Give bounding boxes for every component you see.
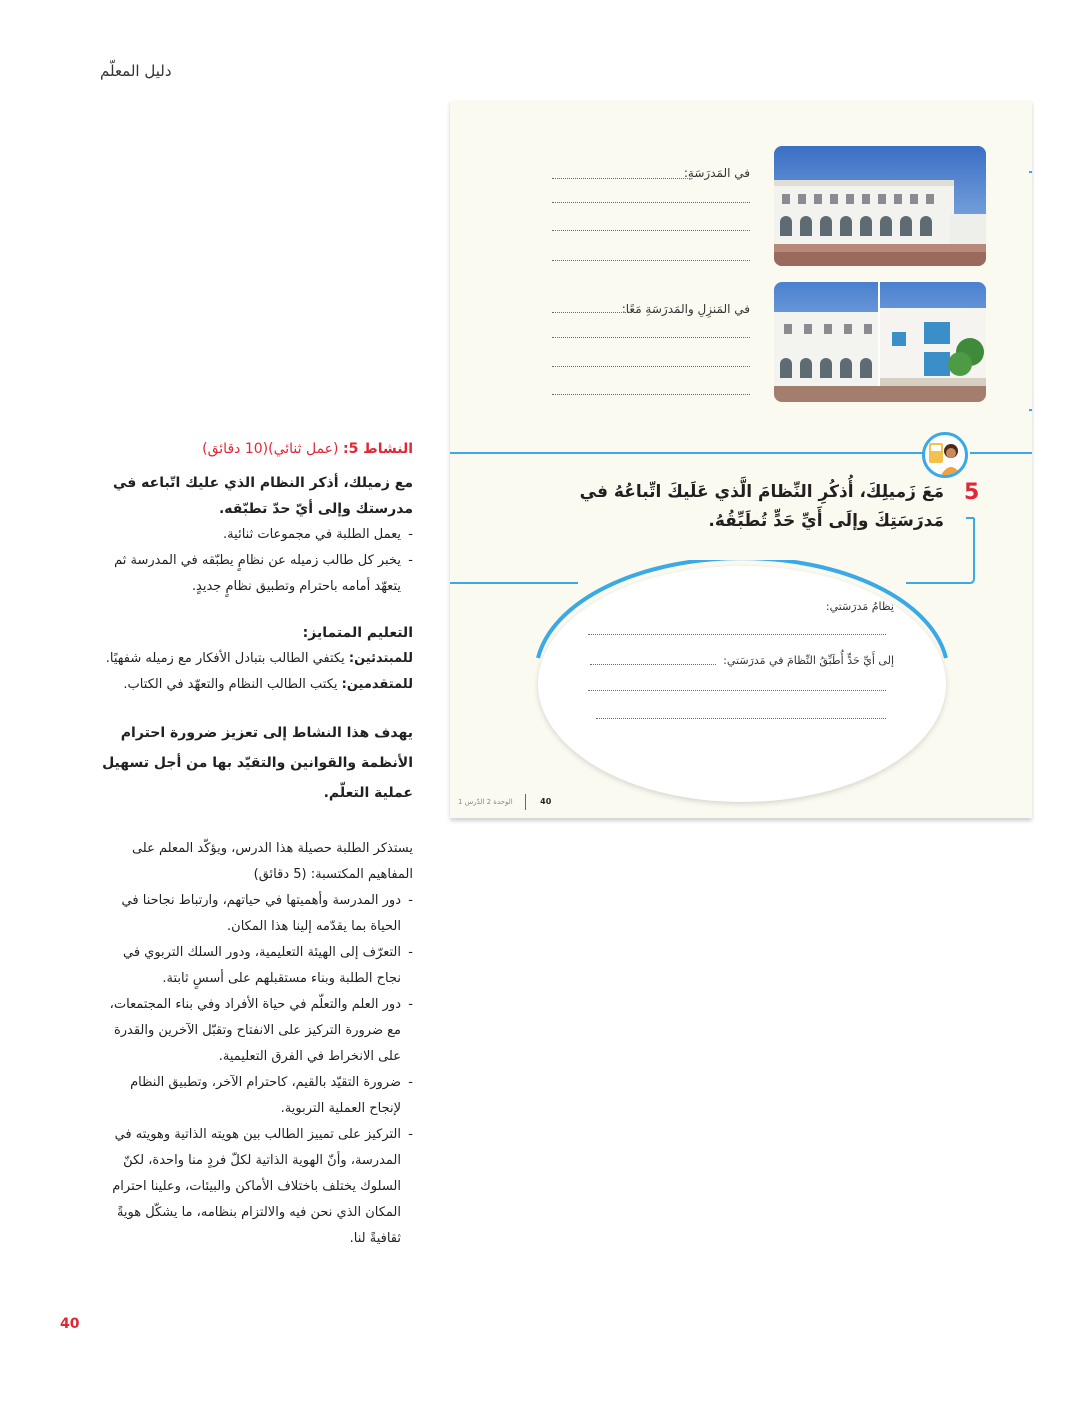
activity-question: مَعَ زَميلِكَ، أُذكُرِ النِّظامَ الَّذي عَلَيكَ اتِّباعُهُ في مَدرَسَتِكَ وإلَى أَيِّ حَدٍّ تُطَبِّقُهُ. [579,482,944,531]
note-bullet: - يعمل الطلبة في مجموعات ثنائية. [100,522,413,548]
guide-title: دليل المعلّم [100,62,172,80]
home-school-label: في المَنزِلِ والمَدرَسَةِ مَعًا: [621,302,750,316]
activity-time: (عمل ثنائي)(10 دقائق) [202,441,339,457]
activity-number: 5 [964,480,980,505]
recap-bullet: - ضرورة التقيّد بالقيم، كاحترام الآخر، وتطبيق النظام لإنجاح العملية التربوية. [100,1070,413,1122]
students-avatar-icon [922,432,968,478]
activity-prompt: مع زميلك، أذكر النظام الذي عليك اتّباعه في مدرستك وإلى أيّ حدّ تطبّقه. [112,475,413,517]
advanced-label: للمتقدمين: [341,677,413,692]
book-page-number: 40 [540,797,552,806]
book-footer-text: الوحدة 2 الدّرس 1 [458,798,513,806]
recap-intro: يستذكر الطلبة حصيلة هذا الدرس، ويؤكّد المعلم على المفاهيم المكتسبة: (5 دقائق) [131,841,413,882]
advanced-text: يكتب الطالب النظام والتعهّد في الكتاب. [123,677,342,692]
activity-goal: يهدف هذا النشاط إلى تعزيز ضرورة احترام الأنظمة والقوانين والتقيّد بها من أجل تسهيل عملية التعلّم. [102,725,413,801]
oval-label-system: نِظامُ مَدرَسَتي: [825,600,894,613]
teacher-notes [100,436,413,1252]
differentiated-title: التعليم المتمايز: [302,625,413,641]
note-bullet: - يخبر كل طالب زميله عن نظامٍ يطبّقه في المدرسة ثم يتعهّد أمامه باحترام وتطبيق نظامٍ جديدٍ. [100,548,413,600]
recap-bullet: - دور العلم والتعلّم في حياة الأفراد وفي بناء المجتمعات، مع ضرورة التركيز على الانفتاح وتقبّل الآخرين والقدرة على الانخراط في الفرق التعليمية. [100,992,413,1070]
oval-label-extent: إلى أَيِّ حَدٍّ أُطَبِّقُ النِّظامَ في مَدرَسَتي: [723,654,894,667]
page-number: 40 [60,1316,80,1332]
school-label: في المَدرَسَةِ: [683,166,750,180]
write-line [588,690,886,691]
beginners-label: للمبتدئين: [348,651,413,666]
write-line [596,718,886,719]
recap-bullet: - التركيز على تمييز الطالب بين هويته الذاتية وهويته في المدرسة، وأنّ الهوية الذاتية لكلّ فردٍ منا واحدة، لكنّ السلوك يختلف باختلاف الأماكن والبيئات، وعلينا احترام المكان الذي نحن فيه والالتزام بنظامه، ما يشكّل هويةً ثقافيةً لنا. [100,1122,413,1252]
student-book-page [450,100,1032,818]
beginners-line [100,646,413,672]
write-line [588,634,886,635]
activity-title: النشاط 5: [342,441,413,457]
recap-bullet: - التعرّف إلى الهيئة التعليمية، ودور السلك التربوي في نجاح الطلبة وبناء مستقبلهم على أسسٍ ثابتة. [100,940,413,992]
footer-divider [525,794,526,810]
write-line [590,664,716,665]
recap-bullet: - دور المدرسة وأهميتها في حياتهم، وارتباط نجاحنا في الحياة بما يقدّمه إلينا هذا المكان. [100,888,413,940]
activity-title-line [100,436,413,462]
book-page-footer [458,794,551,810]
answer-oval [538,566,946,802]
beginners-text: يكتفي الطالب بتبادل الأفكار مع زميله شفهيًا. [105,651,349,666]
advanced-line [100,672,413,698]
